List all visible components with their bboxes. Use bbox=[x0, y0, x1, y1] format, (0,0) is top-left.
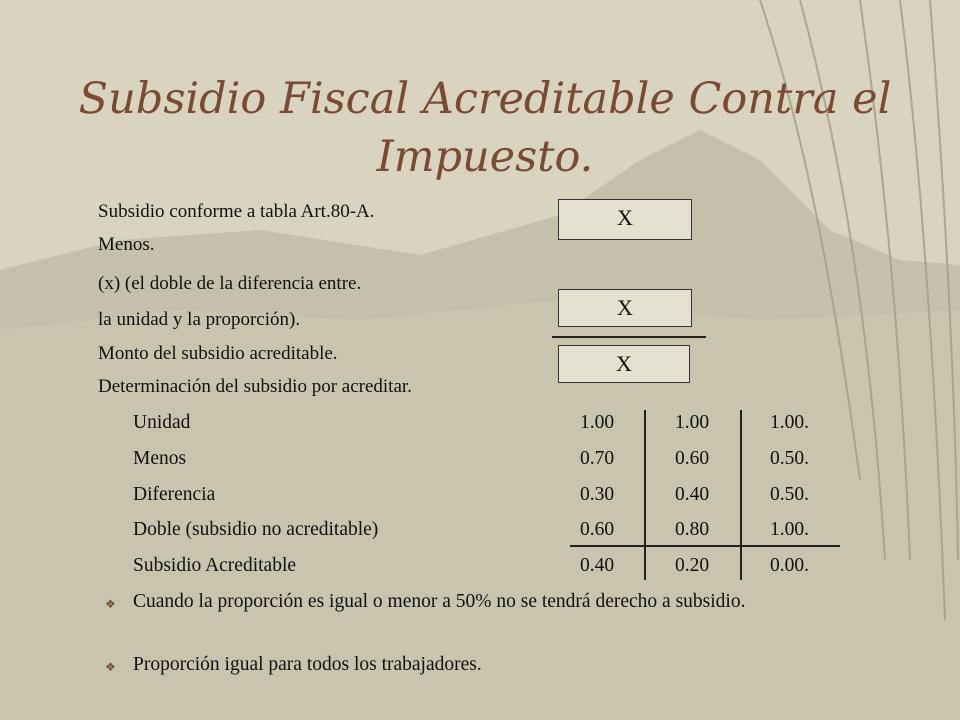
table-cell: 0.40 bbox=[580, 555, 615, 576]
slide-title: Subsidio Fiscal Acreditable Contra el Impuesto. bbox=[78, 74, 892, 182]
table-row-label: Subsidio Acreditable bbox=[133, 555, 297, 576]
table-cell: 1.00 bbox=[580, 412, 615, 433]
text-line-unidad-proporcion: la unidad y la proporción). bbox=[98, 309, 301, 330]
text-line-subsidio-tabla: Subsidio conforme a tabla Art.80-A. bbox=[98, 201, 375, 222]
table-column-divider bbox=[740, 410, 742, 580]
table-cell: 0.20 bbox=[675, 555, 710, 576]
table-cell: 0.50. bbox=[770, 484, 809, 505]
table-row-label: Diferencia bbox=[133, 484, 216, 505]
text-line-monto-subsidio: Monto del subsidio acreditable. bbox=[98, 343, 338, 364]
table-cell: 0.70 bbox=[580, 448, 615, 469]
table-row-label: Doble (subsidio no acreditable) bbox=[133, 519, 379, 540]
table-row-label: Unidad bbox=[133, 412, 191, 433]
table-cell: 0.60 bbox=[675, 448, 710, 469]
table-cell: 0.30 bbox=[580, 484, 615, 505]
table-cell: 0.50. bbox=[770, 448, 809, 469]
text-line-determinacion: Determinación del subsidio por acreditar. bbox=[98, 376, 412, 397]
sum-divider-line bbox=[552, 336, 706, 338]
table-cell: 0.80 bbox=[675, 519, 710, 540]
table-row-label: Menos bbox=[133, 448, 187, 469]
table-total-line bbox=[570, 545, 840, 547]
value-box-subsidio: X bbox=[558, 199, 692, 240]
table-cell: 1.00. bbox=[770, 519, 809, 540]
diamond-bullet-icon: ❖ bbox=[105, 660, 116, 674]
bullet-text: Cuando la proporción es igual o menor a 50% no se tendrá derecho a subsidio. bbox=[133, 591, 746, 612]
text-line-doble-diferencia: (x) (el doble de la diferencia entre. bbox=[98, 273, 362, 294]
table-cell: 0.40 bbox=[675, 484, 710, 505]
table-cell: 1.00 bbox=[675, 412, 710, 433]
bullet-text: Proporción igual para todos los trabajadores. bbox=[133, 654, 482, 675]
table-cell: 0.00. bbox=[770, 555, 809, 576]
table-column-divider bbox=[644, 410, 646, 580]
table-cell: 1.00. bbox=[770, 412, 809, 433]
text-line-menos: Menos. bbox=[98, 234, 155, 255]
value-box-doble-diferencia: X bbox=[558, 289, 692, 327]
table-cell: 0.60 bbox=[580, 519, 615, 540]
diamond-bullet-icon: ❖ bbox=[105, 597, 116, 611]
value-box-monto: X bbox=[558, 345, 690, 383]
